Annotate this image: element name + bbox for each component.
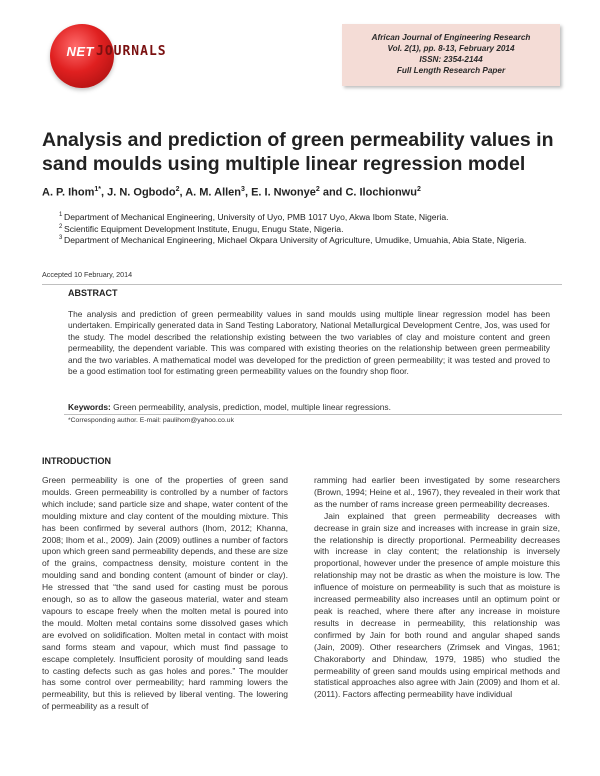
affiliation-number: 3: [59, 235, 63, 241]
journal-volume: Vol. 2(1), pp. 8-13, February 2014: [387, 44, 515, 53]
abstract-top-rule: [42, 284, 562, 285]
logo-journals-text: JOURNALS: [96, 44, 167, 59]
paper-title: Analysis and prediction of green permeability values in sand moulds using multiple linear regression model: [42, 129, 554, 175]
journal-name: African Journal of Engineering Research: [371, 33, 531, 42]
affiliation-number: 1: [59, 212, 63, 218]
body-column-left: [42, 475, 288, 713]
abstract-text: The analysis and prediction of green permeability values in sand moulds using multiple linear regression model has been undertaken. Empirically generated data in Sand Testing Laboratory, National Metallurgical Development Centre, Jos, was used for the study. The model described the relationship existing between the two variables of clay and moisture content and green permeability, the dependent variable. This was compared with existing theories on the relationship between green permeability and the two variables. A mathematical model was developed for the prediction of green permeability; it was tested and proved to be a good estimation tool for estimating green permeability values on the foundry shop floor.: [68, 309, 550, 377]
author-name: C. Ilochionwu: [345, 186, 417, 199]
affiliation-text: Department of Mechanical Engineering, Michael Okpara University of Agriculture, Umudike, Umuahia, Abia State, Nigeria.: [64, 235, 527, 245]
body-paragraph: Jain explained that green permeability decreases with decrease in grain size and increases with increase in grain size, the relationship is directly proportional. Permeability decreases with increase in clay content; the relationship is inversely proportional, however under the presence of ample moisture this relationship may not be drastic as when the moisture is low. The influence of moisture on permeability is such that as moisture is increased permeability also increases until an optimum point or peak is reached, where there after any increase in moisture results in decrease in permeability, this relationship was confirmed by Jain for both round and angular shaped sands (Jain, 2009). Other researchers (Zrimsek and Vingas, 1961; Chakoraborty and Dhindaw, 1979, 1985) who studied the permeability of green sand moulds using empirical methods and statistical approaches also agree with Jain (2009) and Ihom et al. (2011). Factors affecting permeability have individual: [314, 510, 560, 700]
affiliation-item: [59, 212, 562, 224]
accepted-date: Accepted 10 February, 2014: [42, 270, 133, 279]
author-affil-mark: 2: [315, 186, 320, 193]
body-paragraph: Green permeability is one of the properties of green sand moulds. Green permeability is controlled by a number of factors which include; sand particle size and shape, water content of the moulding mixture and clay content of the moulding mixture. This has been confirmed by several authors (Ihom, 2012; Khanna, 2008; Ihom et al., 2009). Jain (2009) outlines a number of factors upon which green sand permeability depends, and these are size of the grains, compactness density, moisture content in the moulding sand and bonding content (amount of binder or clay). He stressed that “the sand used for casting must be porous enough, so as to allow the gaseous material, water and steam vapours to escape freely when the molten metal is poured into the mould. Molten metal contains some dissolved gases which are evolved on solidification. Molten metal in contact with moist sand forms steam and vapour, which must find passage to escape completely. Insufficient porosity of moulding sand leads to casting defects such as gas holes and pores.” The moulder has some control over permeability; hard ramming lowers the permeability, but this is relieved by liberal venting. The lowering of permeability as a result of: [42, 475, 288, 712]
affiliation-item: [59, 223, 562, 236]
author-name: J. N. Ogbodo: [107, 186, 176, 199]
affiliation-text: Department of Mechanical Engineering, University of Uyo, PMB 1017 Uyo, Akwa Ibom State, Nigeria.: [64, 212, 449, 222]
author-affil-mark: 1*: [94, 186, 101, 193]
author-name: A. P. Ihom: [42, 186, 95, 199]
journal-info-box: [342, 24, 560, 86]
paper-type: Full Length Research Paper: [396, 66, 506, 75]
corresponding-author: *Corresponding author. E-mail: paulihom@yahoo.co.uk: [68, 417, 234, 424]
introduction-heading: INTRODUCTION: [42, 456, 111, 466]
author-list: A. P. Ihom$^{1*}$, J. N. Ogbodo$^2$, A. M. Allen$^3$, E. I. Nwonye$^2$ and C. Ilochionwu$^2$: [42, 186, 421, 199]
body-column-right: [314, 475, 560, 701]
affiliation-item: [59, 235, 562, 247]
affiliations: [59, 212, 562, 247]
journal-issn: ISSN: 2354-2144: [419, 55, 483, 64]
keywords: [68, 402, 558, 412]
author-name: E. I. Nwonye: [251, 186, 316, 199]
author-affil-mark: 2: [416, 186, 421, 193]
keywords-label: Keywords:: [68, 402, 111, 412]
abstract-bottom-rule: [64, 414, 562, 415]
author-name: A. M. Allen: [185, 186, 242, 199]
author-affil-mark: 2: [175, 186, 180, 193]
affiliation-text: Scientific Equipment Development Institute, Enugu, Enugu State, Nigeria.: [64, 223, 344, 234]
author-affil-mark: 3: [241, 186, 245, 193]
affiliation-number: 2: [59, 223, 63, 230]
abstract-heading: ABSTRACT: [68, 288, 118, 298]
keywords-text: Green permeability, analysis, prediction, model, multiple linear regressions.: [113, 402, 391, 412]
logo-net-text: NET: [66, 44, 94, 59]
body-paragraph: ramming had earlier been investigated by some researchers (Brown, 1994; Heine et al., 1967), they revealed in their work that as the number of rams increase green permeability decreases.: [314, 475, 560, 509]
